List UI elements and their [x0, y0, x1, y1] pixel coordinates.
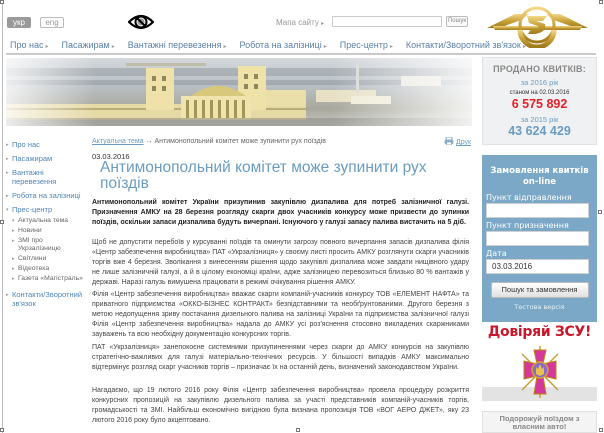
article-lead: Антимонопольний комітет України призупинив закупівлю дизпалива для потреб залізничної галузі. Призначення АМКУ на 28 березня розгляду скарги двох учасників конкурсу може призвести до зупинки поїздів, оскільки запаси дизпалива будуть вичерпані. Існуючого у галузі запасу палива вистачить на 5 діб.: [92, 199, 469, 226]
military-cross-icon: [518, 344, 562, 400]
selection-handle: [598, 210, 602, 214]
booking-title: Замовлення квитків on-line: [490, 166, 589, 187]
selection-handle: [0, 0, 4, 4]
selection-handle: [0, 428, 4, 432]
bullet-right-icon: ▸: [6, 292, 9, 298]
breadcrumb-link[interactable]: Актуальна тема: [92, 138, 144, 145]
banner-fade: [6, 58, 96, 126]
breadcrumb-separator: →: [145, 138, 153, 145]
search-input[interactable]: [332, 16, 442, 27]
sidebar-nav: [6, 140, 86, 313]
sidebar-subitem-photos[interactable]: ▸ Світлини: [12, 255, 47, 262]
chevron-right-icon: ▸: [522, 44, 526, 50]
sidebar-item-passengers[interactable]: ▸ Пасажирам: [6, 154, 53, 163]
test-version-link[interactable]: Тестова версія: [514, 303, 565, 311]
stats-year-2016: за 2016 рік: [520, 78, 559, 87]
banner-fade: [332, 58, 472, 126]
from-label: Пункт відправлення: [486, 193, 572, 202]
bullet-right-icon: ▸: [12, 238, 15, 244]
to-station-input[interactable]: [486, 231, 589, 246]
article-date: 03.03.2016: [92, 152, 130, 161]
sidebar-item-contacts[interactable]: ▸ Контакти/Зворотний зв'язок: [6, 290, 83, 308]
chevron-right-icon: ▸: [111, 44, 115, 50]
tickets-sold-widget: [482, 57, 597, 145]
article-paragraph: ПАТ «Укрзалізниця» занепокоєне системними призупиненнями через скарги до АМКУ конкурсів на закупівлю стратегічно-важливих для галузі матеріально-технічних ресурсів. У більшості випадків АМКУ максимально відтермінує розгляд скарг учасників торгів – призначає їх на останній день, визначений законодавством України.: [92, 344, 469, 371]
nav-item-contacts[interactable]: Контакти/Зворотний зв'язок ▸: [405, 40, 526, 50]
article-paragraph: Щоб не допустити перебоїв у курсуванні поїздів та оминути загрозу повного вичерпання запасів дизпалива філія «Центр забезпечення виробництва» ПАТ «Укрзалізниця» у своєму листі просить АМКУ розглянути скарги учасників торгів вже 4 березня. Зволікання з винесенням рішення щодо закупівлі дизпалива може завдати нищівного удару не лише залізничній галузі, а й в цілому економіці країни, адже залізницею перевозиться близько 80 % вантажів у державі. Наразі галузь вимушена працювати в режимі очікування рішення АМКУ.: [92, 239, 469, 286]
station-banner-image: [6, 58, 472, 126]
bullet-right-icon: ▸: [12, 276, 15, 282]
selection-handle: [599, 428, 603, 432]
sidebar-item-careers[interactable]: ▸ Робота на залізниці: [6, 191, 81, 200]
ticket-booking-widget: [482, 155, 597, 322]
sidebar-subitem-media[interactable]: ▸ ЗМІ про Укрзалізницю: [12, 237, 61, 252]
bullet-right-icon: ▸: [6, 193, 9, 199]
chevron-right-icon: ▸: [223, 44, 227, 50]
nav-item-passengers[interactable]: Пасажирам ▸: [61, 40, 115, 50]
breadcrumb: [92, 138, 326, 145]
print-link[interactable]: Друк: [444, 137, 471, 146]
sidebar-subitem-news[interactable]: ▸ Новини: [12, 227, 42, 234]
eye-slash-icon[interactable]: [128, 12, 154, 32]
stats-count-2016: 6 575 892: [511, 97, 568, 111]
window-border: [2, 0, 3, 433]
nav-item-freight[interactable]: Вантажні перевезення ▸: [127, 40, 227, 50]
bullet-right-icon: ▸: [12, 266, 15, 272]
main-nav: [10, 40, 539, 50]
bullet-right-icon: ▸: [12, 256, 15, 262]
ad-zsu-text: Довіряй ЗСУ!: [487, 324, 592, 340]
nav-item-press[interactable]: Прес-центр ▸: [339, 40, 393, 50]
sidebar-item-press[interactable]: ▾ Прес-центр: [6, 205, 53, 214]
trust-zsu-ad[interactable]: [482, 322, 597, 401]
article-title: Антимонопольний комітет може зупинити рух поїздів: [100, 159, 427, 192]
bullet-right-icon: ▸: [6, 156, 9, 162]
date-input[interactable]: 03.03.2016: [486, 259, 589, 274]
nav-item-about[interactable]: Про нас ▸: [10, 40, 49, 50]
nav-divider: [6, 53, 596, 55]
article-paragraph: Філія «Центр забезпечення виробництва» вважає скарги компаній-учасників конкурсу ТОВ «ЕЛЕМЕНТ НАФТА» та приватного підприємства «ОККО-БІЗНЕС КОНТРАКТ» безпідставними та необґрунтованими. Другого березня з метою недопущення зриву постачання дизельного палива на залізниці України та підприємства залізничної галузі Філія «Центр забезпечення виробництва» надала до АМКУ усі роз'яснення стосовно викладених скаржниками зауважень та всю необхідну документацію конкурсних торгів.: [92, 291, 469, 338]
search-and-book-button[interactable]: Пошук та замовлення: [491, 282, 589, 298]
stats-as-of: станом на 02.03.2016: [509, 90, 570, 96]
bullet-right-icon: ▸: [12, 228, 15, 234]
bullet-right-icon: ▸: [6, 142, 9, 148]
bullet-right-icon: ▸: [6, 170, 9, 176]
sidebar-item-about[interactable]: ▸ Про нас: [6, 140, 40, 149]
travel-with-car-ad[interactable]: Подорожуй поїздом з власним авто!: [482, 411, 597, 433]
chevron-right-icon: ▸: [389, 44, 393, 50]
printer-icon: [444, 137, 454, 145]
bullet-down-icon: ▾: [6, 207, 9, 213]
lang-eng-button[interactable]: eng: [40, 17, 64, 28]
article-paragraph: Нагадаємо, що 19 лютого 2016 року Філія «Центр забезпечення виробництва» провела процедуру розкриття конкурсних пропозицій на закупівлю дизельного палива за участі представників компаній-учасників торгів, громадськості та ЗМІ. Найбільш економічно вигідною була визнана пропозиція ТОВ «ВОГ АЕРО ДЖЕТ», яку 23 лютого 2016 року було акцептовано.: [92, 387, 469, 424]
breadcrumb-current: Антимонопольний комітет може зупинити рух поїздів: [154, 138, 326, 145]
selection-handle: [0, 220, 4, 224]
sidebar-subitem-newspaper[interactable]: ▸ Газета «Магістраль»: [12, 275, 83, 282]
search-button[interactable]: Пошук: [446, 16, 468, 27]
chevron-right-icon: ▸: [45, 44, 49, 50]
sidebar-subitem-video[interactable]: ▸ Відеотека: [12, 265, 50, 272]
date-label: Дата: [486, 249, 507, 258]
chevron-right-icon: ▸: [323, 44, 327, 50]
lang-ukr-button[interactable]: укр: [7, 17, 31, 28]
selection-handle: [599, 0, 603, 4]
stats-year-2015: за 2015 рік: [520, 115, 559, 124]
bullet-down-icon: ▾: [12, 218, 15, 224]
stats-title: ПРОДАНО КВИТКІВ:: [493, 64, 586, 74]
stats-count-2015: 43 624 429: [508, 124, 571, 138]
from-station-input[interactable]: [486, 203, 589, 218]
sidebar-subitem-current-topic[interactable]: ▾ Актуальна тема: [12, 217, 69, 224]
selection-handle: [296, 428, 300, 432]
sitemap-link[interactable]: Мапа сайту ▸: [276, 18, 325, 27]
to-label: Пункт призначення: [486, 221, 569, 230]
sidebar-item-freight[interactable]: ▸ Вантажні перевезення: [6, 168, 57, 186]
nav-item-careers[interactable]: Робота на залізниці ▸: [239, 40, 327, 50]
